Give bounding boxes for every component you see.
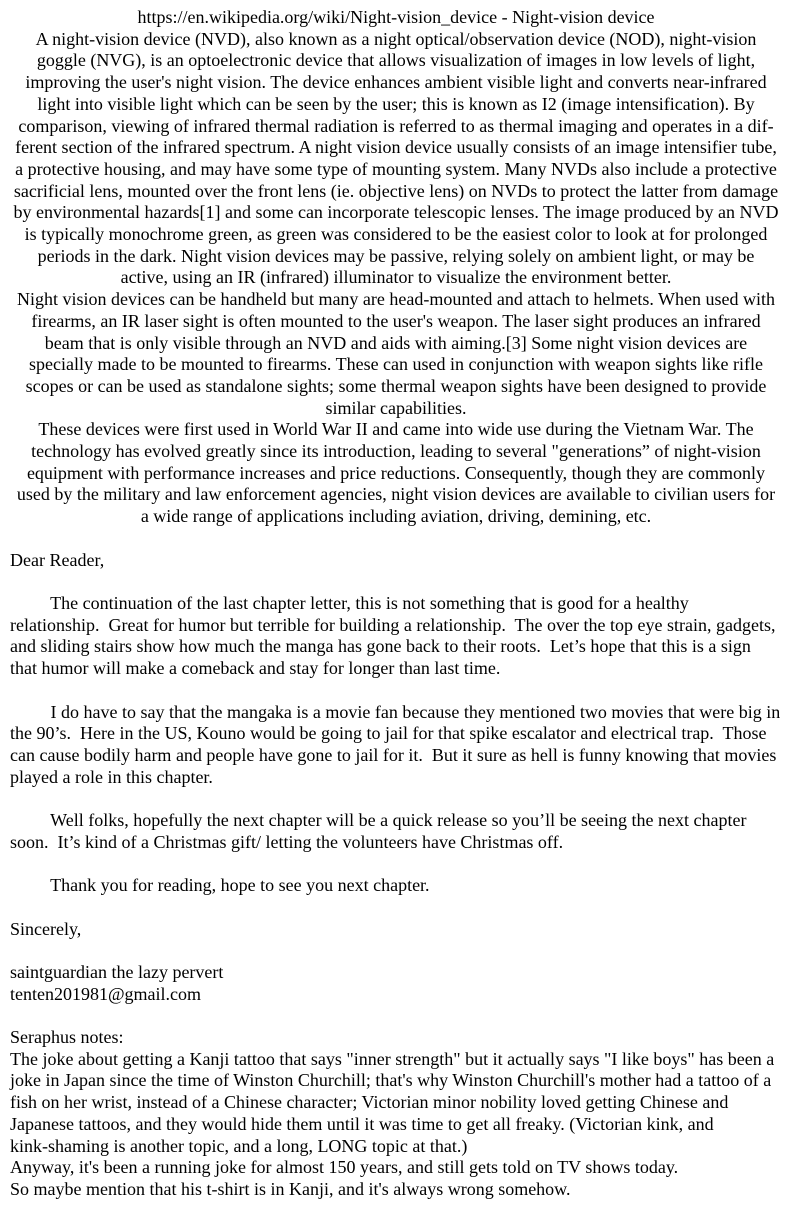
- text-line: technology has evolved greatly since its introduction, leading to several "generations” of night-vision: [31, 441, 761, 462]
- text-line: played a role in this chapter.: [10, 766, 213, 787]
- text-line: Night vision devices can be handheld but many are head-mounted and attach to helmets. When used with: [17, 289, 775, 310]
- text-line: [10, 788, 782, 810]
- text-line: Japanese tattoos, and they would hide them until it was time to get all freaky. (Victorian kink, and: [10, 1113, 714, 1134]
- text-line: Dear Reader,: [10, 549, 105, 570]
- text-line: relationship. Great for humor but terrible for building a relationship. The over the top eye strain, gadgets,: [10, 614, 776, 635]
- text-line: the 90’s. Here in the US, Kouno would be going to jail for that spike escalator and electrical trap. Those: [10, 723, 767, 744]
- text-line: by environmental hazards[1] and some can incorporate telescopic lenses. The image produced by an NVD: [13, 202, 779, 223]
- seraphus-notes: [10, 1005, 782, 1200]
- text-line: [10, 680, 782, 702]
- text-line: a protective housing, and may have some type of mounting system. Many NVDs also include a protective: [15, 158, 777, 179]
- text-line: joke in Japan since the time of Winston Churchill; that's why Winston Churchill's mother had a tattoo of a: [10, 1070, 772, 1091]
- text-line: A night-vision device (NVD), also known as a night optical/observation device (NOD), night-vision: [35, 28, 757, 49]
- text-line: I do have to say that the mangaka is a movie fan because they mentioned two movies that were big in: [10, 701, 781, 722]
- text-line: Anyway, it's been a running joke for almost 150 years, and still gets told on TV shows today.: [10, 1157, 679, 1178]
- text-line: kink-shaming is another topic, and a long, LONG topic at that.): [10, 1135, 468, 1156]
- text-line: similar capabilities.: [325, 397, 467, 418]
- text-line: [10, 897, 782, 919]
- text-line: firearms, an IR laser sight is often mounted to the user's weapon. The laser sight produces an infrared: [31, 310, 761, 331]
- text-line: beam that is only visible through an NVD and aids with aiming.[3] Some night vision devices are: [44, 332, 748, 353]
- reader-letter: [10, 528, 782, 1005]
- text-line: fish on her wrist, instead of a Chinese character; Victorian minor nobility loved getting Chinese and: [10, 1092, 729, 1113]
- text-line: is typically monochrome green, as green was considered to be the easiest color to look at for prolonged: [24, 224, 768, 245]
- text-line: saintguardian the lazy pervert: [10, 961, 224, 982]
- wikipedia-excerpt: [10, 7, 782, 528]
- text-line: [10, 528, 782, 550]
- text-line: ferent section of the infrared spectrum. A night vision device usually consists of an image intensifier tube,: [15, 137, 777, 158]
- text-line: The joke about getting a Kanji tattoo that says "inner strength" but it actually says "I like boys" has been a: [10, 1048, 775, 1069]
- text-line: sacrificial lens, mounted over the front lens (ie. objective lens) on NVDs to protect the latter from damage: [13, 180, 779, 201]
- text-line: scopes or can be used as standalone sights; some thermal weapon sights have been designed to provide: [25, 375, 767, 396]
- text-line: The continuation of the last chapter letter, this is not something that is good for a healthy: [10, 592, 689, 613]
- text-line: https://en.wikipedia.org/wiki/Night-vision_device - Night-vision device: [137, 7, 655, 27]
- text-line: [10, 571, 782, 593]
- text-line: So maybe mention that his t-shirt is in Kanji, and it's always wrong somehow.: [10, 1178, 571, 1199]
- text-line: [10, 940, 782, 962]
- text-line: equipment with performance increases and price reductions. Consequently, though they are commonly: [26, 462, 766, 483]
- text-line: and sliding stairs show how much the manga has gone back to their roots. Let’s hope that this is a sign: [10, 636, 751, 657]
- text-line: active, using an IR (infrared) illuminator to visualize the environment better.: [120, 267, 672, 288]
- text-line: Well folks, hopefully the next chapter will be a quick release so you’ll be seeing the next chapter: [10, 810, 747, 831]
- text-line: used by the military and law enforcement agencies, night vision devices are available to civilian users for: [16, 484, 776, 505]
- text-line: soon. It’s kind of a Christmas gift/ letting the volunteers have Christmas off.: [10, 831, 564, 852]
- text-line: tenten201981@gmail.com: [10, 983, 202, 1004]
- text-line: specially made to be mounted to firearms. These can used in conjunction with weapon sights like rifle: [29, 354, 763, 375]
- text-line: goggle (NVG), is an optoelectronic device that allows visualization of images in low levels of light,: [36, 50, 756, 71]
- text-line: can cause bodily harm and people have gone to jail for it. But it sure as hell is funny knowing that movies: [10, 744, 777, 765]
- text-line: periods in the dark. Night vision devices may be passive, relying solely on ambient light, or may be: [37, 245, 755, 266]
- text-line: These devices were first used in World War II and came into wide use during the Vietnam War. The: [38, 419, 754, 440]
- text-line: improving the user's night vision. The device enhances ambient visible light and converts near-infrared: [25, 72, 767, 93]
- text-line: Sincerely,: [10, 918, 82, 939]
- text-line: Thank you for reading, hope to see you next chapter.: [10, 875, 430, 896]
- text-line: Seraphus notes:: [10, 1027, 124, 1048]
- text-line: light into visible light which can be seen by the user; this is known as I2 (image intensification). By: [37, 93, 755, 114]
- text-line: a wide range of applications including aviation, driving, demining, etc.: [140, 506, 652, 527]
- text-line: [10, 1005, 782, 1027]
- text-line: comparison, viewing of infrared thermal radiation is referred to as thermal imaging and operates in a dif-: [18, 115, 774, 136]
- text-line: that humor will make a comeback and stay for longer than last time.: [10, 658, 501, 679]
- text-line: [10, 853, 782, 875]
